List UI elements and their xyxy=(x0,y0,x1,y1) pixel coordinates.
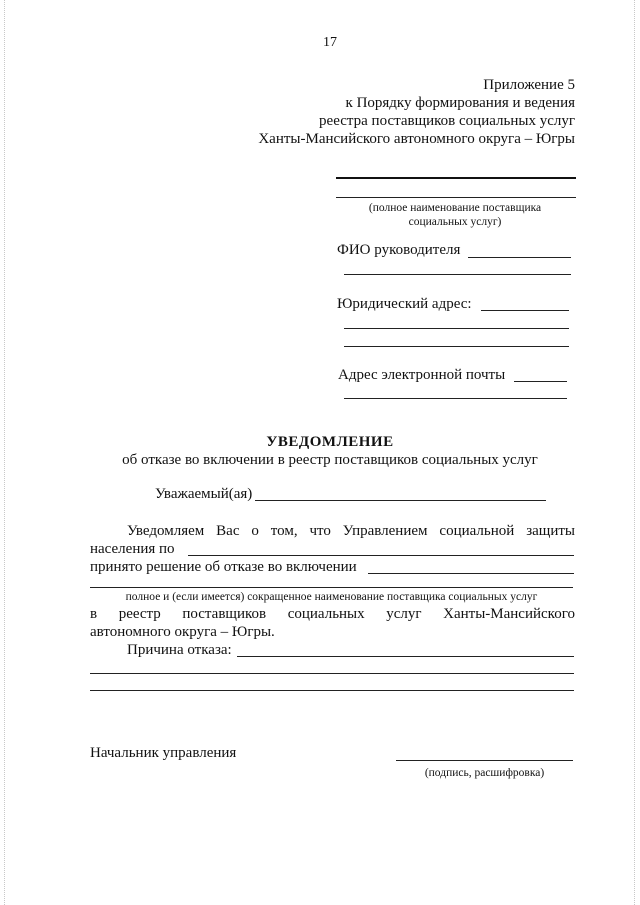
head-fio-line-1 xyxy=(468,257,571,258)
signature-caption: (подпись, расшифровка) xyxy=(424,767,545,779)
provider-caption-2: социальных услуг) xyxy=(408,216,502,228)
provider-name-line-2 xyxy=(336,197,576,198)
body-word: том, xyxy=(270,523,298,539)
body-word: услуг xyxy=(386,606,422,622)
body-line-3-label: принято решение об отказе во включении xyxy=(90,559,357,575)
body-line-4 xyxy=(90,605,575,623)
reason-line-3 xyxy=(90,690,574,691)
reason-line-2 xyxy=(90,673,574,674)
reason-label: Причина отказа: xyxy=(127,642,232,658)
head-fio-label: ФИО руководителя xyxy=(337,242,461,258)
department-line xyxy=(188,555,574,556)
decision-line xyxy=(368,573,574,574)
body-word: Управлением xyxy=(342,523,428,539)
reason-line-1 xyxy=(237,656,574,657)
provider-name-line-1 xyxy=(336,177,576,179)
body-word: о xyxy=(251,523,259,539)
body-word: Ханты-Мансийского xyxy=(443,606,575,622)
legal-address-line-1 xyxy=(481,310,569,311)
notice-title: УВЕДОМЛЕНИЕ xyxy=(266,434,394,450)
notice-subtitle: об отказе во включении в реестр поставщиков социальных услуг xyxy=(122,452,538,468)
appendix-line-4: Ханты-Мансийского автономного округа – Югры xyxy=(258,131,575,147)
body-word: Вас xyxy=(216,523,240,539)
body-line-5: автономного округа – Югры. xyxy=(90,624,275,640)
body-word: поставщиков xyxy=(182,606,267,622)
provider-full-name-line xyxy=(90,587,573,588)
body-word: социальной xyxy=(439,523,515,539)
appendix-title: Приложение 5 xyxy=(483,77,575,93)
body-line-1 xyxy=(127,522,575,540)
body-word: реестр xyxy=(118,606,161,622)
email-line-2 xyxy=(344,398,567,399)
greeting-line xyxy=(255,500,546,501)
page-number: 17 xyxy=(323,35,337,50)
email-label: Адрес электронной почты xyxy=(338,367,506,383)
body-word: Уведомляем xyxy=(127,523,205,539)
body-word: в xyxy=(90,606,98,622)
legal-address-line-3 xyxy=(344,346,569,347)
body-word: что xyxy=(309,523,331,539)
email-line-1 xyxy=(514,381,567,382)
greeting-label: Уважаемый(ая) xyxy=(155,486,253,502)
signature-line xyxy=(396,760,573,761)
body-word: социальных xyxy=(287,606,365,622)
body-word: защиты xyxy=(526,523,575,539)
head-fio-line-2 xyxy=(344,274,571,275)
signatory-position: Начальник управления xyxy=(90,745,237,761)
appendix-line-2: к Порядку формирования и ведения xyxy=(345,95,575,111)
provider-caption-1: (полное наименование поставщика xyxy=(368,202,542,214)
provider-full-name-caption: полное и (если имеется) сокращенное наименование поставщика социальных услуг xyxy=(125,591,538,603)
legal-address-label: Юридический адрес: xyxy=(337,296,472,312)
legal-address-line-2 xyxy=(344,328,569,329)
appendix-line-3: реестра поставщиков социальных услуг xyxy=(319,113,575,129)
body-line-2-label: населения по xyxy=(90,541,175,557)
